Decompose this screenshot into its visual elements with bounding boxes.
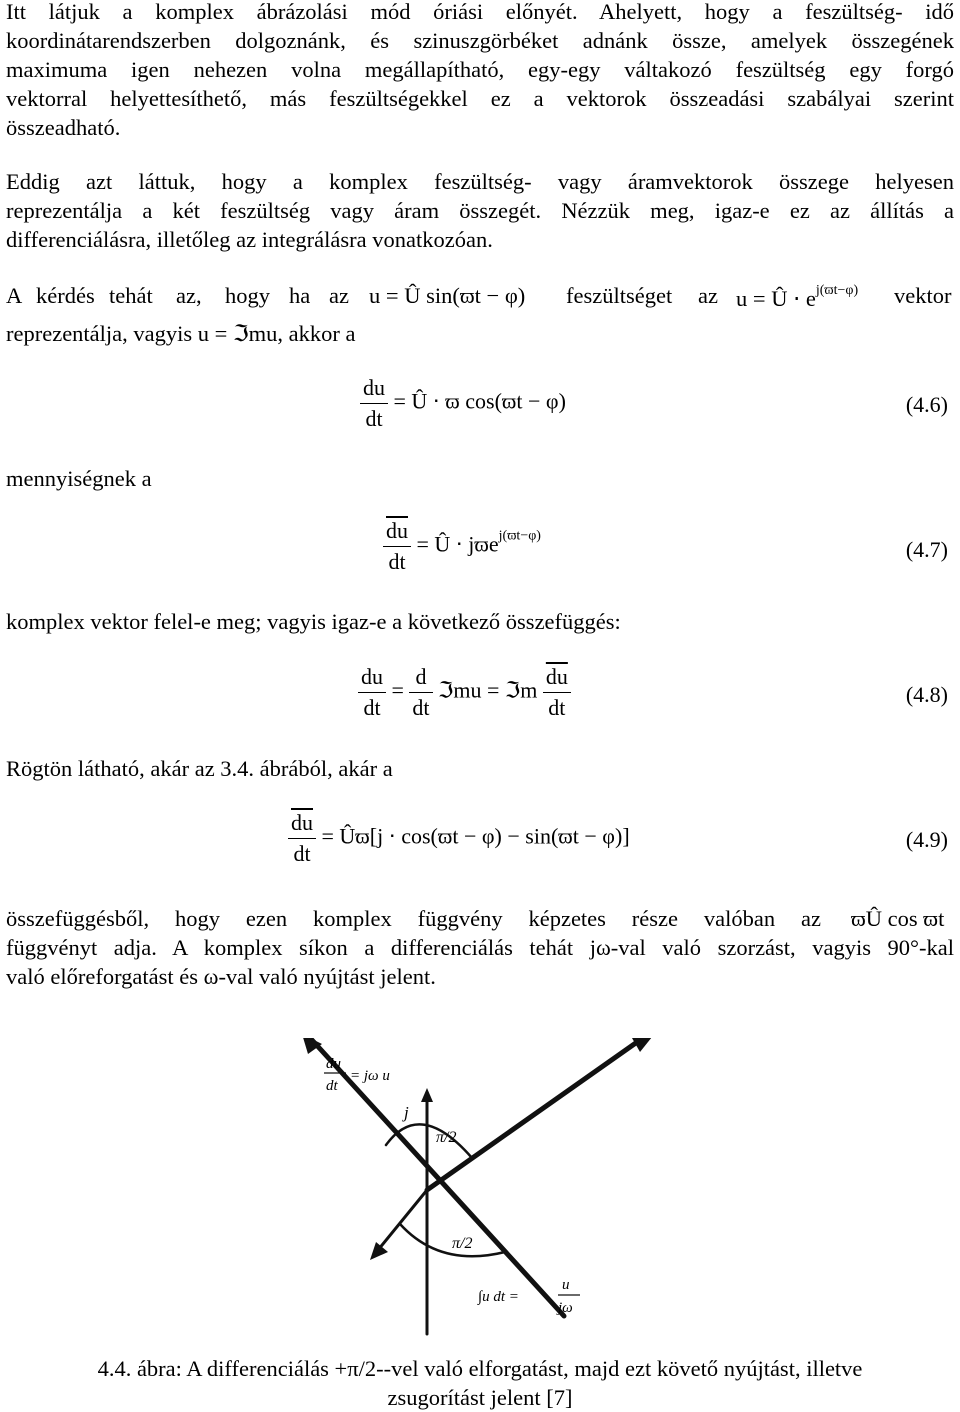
u-vector-line	[427, 1040, 640, 1190]
j-label: j	[404, 1103, 409, 1122]
right-hand-side: = Ûϖ[j ⋅ cos(ϖt − φ) − sin(ϖt − φ)]	[321, 823, 630, 849]
numerator	[543, 664, 571, 693]
text: reprezentálja, vagyis	[6, 321, 193, 346]
top-arrow-head	[302, 1038, 322, 1054]
denominator: dt	[548, 695, 566, 720]
derivative-label-num: du	[326, 1056, 341, 1072]
text-line: differenciálásra, illetőleg az integrálásra vonatkozóan.	[6, 227, 493, 252]
text-line: vektorral helyettesíthető, más feszültségekkel ez a vektorok összeadási szabályai szerint	[6, 86, 954, 111]
vector-formula-base: u = Û ⋅ e	[736, 286, 816, 311]
exponent: j(ϖt−φ)	[498, 528, 541, 544]
caption-line: 4.4. ábra: A differenciálás +π/2--vel való elforgatást, majd ezt követő nyújtást, illetve	[97, 1356, 863, 1381]
middle-term: ℑmu = ℑm	[438, 677, 538, 703]
figure-4-4	[300, 1038, 660, 1354]
numerator-text: $\overline{du}$	[291, 810, 313, 835]
equation-number: (4.6)	[905, 392, 948, 417]
derivative-label-rhs: = jω u	[350, 1068, 390, 1084]
numerator: du	[360, 375, 388, 404]
equation-4-7	[383, 518, 541, 575]
text-line: maximuma igen nehezen volna megállapítható, egy-egy váltakozó feszültség egy forgó	[6, 57, 954, 82]
text-line: koordinátarendszerben dolgoznánk, és szinuszgörbéket adnánk össze, amelyek összegének	[6, 28, 954, 53]
figure-caption	[0, 1354, 960, 1412]
text-line: való előreforgatást és ω-val való nyújtást jelent.	[6, 964, 436, 989]
equation-number: (4.8)	[905, 682, 948, 707]
integral-label-num: u	[562, 1277, 570, 1293]
word: vektor	[894, 283, 952, 308]
text-line: Itt látjuk a komplex ábrázolási mód óriási előnyét. Ahelyett, hogy a feszültség- idő	[6, 0, 954, 24]
fraction	[360, 375, 388, 432]
bottom-arrow-head	[370, 1242, 388, 1260]
equation-4-6	[360, 375, 566, 432]
fraction	[358, 664, 386, 721]
second-paragraph	[6, 167, 954, 254]
word: az	[698, 283, 718, 308]
denominator: dt	[363, 695, 381, 720]
text-line: függvényt adja. A komplex síkon a differenciálás tehát jω-val való szorzást, vagyis 90°-kal	[6, 935, 954, 960]
word: az	[329, 283, 349, 308]
question-line-2	[6, 319, 356, 348]
fraction	[288, 810, 316, 867]
word: kérdés	[36, 283, 95, 308]
equation-4-8	[358, 664, 571, 721]
fraction	[409, 664, 432, 721]
denominator: dt	[412, 695, 430, 720]
numerator-text: $\overline{du}$	[386, 518, 408, 543]
axis-arrow-head	[421, 1088, 433, 1102]
text-line: összeadható.	[6, 115, 121, 140]
text: összefüggésből, hogy ezen komplex függvény képzetes része valóban az	[6, 906, 821, 931]
integral-label-den: jω	[558, 1300, 573, 1316]
caption-line: zsugorítást jelent [7]	[387, 1385, 573, 1410]
word: hogy	[225, 283, 270, 308]
inline-formula: u = ℑmu	[197, 321, 278, 346]
equation-4-9	[288, 810, 630, 867]
right-hand-side: = Û ⋅ jϖe	[416, 531, 499, 557]
right-hand-side: = Û ⋅ ϖ cos(ϖt − φ)	[393, 388, 566, 414]
upper-angle-arc	[386, 1124, 472, 1158]
derivative-label-den: dt	[326, 1078, 338, 1094]
equals: =	[391, 677, 404, 703]
integral-label-lhs: ∫u dt =	[478, 1289, 519, 1305]
denominator: dt	[365, 406, 383, 431]
numerator: du	[358, 664, 386, 693]
numerator: d	[409, 664, 432, 693]
fraction	[543, 664, 571, 721]
denominator: dt	[388, 549, 406, 574]
numerator	[288, 810, 316, 839]
text-line: Rögtön látható, akár az 3.4. ábrából, akár a	[6, 756, 393, 781]
upper-angle-label: π/2	[436, 1129, 457, 1146]
word: A	[6, 283, 23, 308]
equation-number: (4.7)	[905, 537, 948, 562]
voltage-formula: u = Û sin(ϖt − φ)	[369, 283, 526, 308]
word: ha	[289, 283, 311, 308]
vector-formula	[736, 283, 858, 312]
text-line: komplex vektor felel-e meg; vagyis igaz-e a következő összefüggés:	[6, 609, 621, 634]
word: feszültséget	[566, 283, 673, 308]
intro-paragraph	[6, 0, 954, 142]
text-line: reprezentálja a két feszültség vagy áram összegét. Nézzük meg, igaz-e ez az állítás a	[6, 198, 954, 223]
conclusion-line-1	[6, 904, 954, 933]
text: , akkor a	[277, 321, 356, 346]
fraction	[383, 518, 411, 575]
word: az,	[176, 283, 202, 308]
lower-angle-label: π/2	[452, 1235, 473, 1252]
equation-number: (4.9)	[905, 827, 948, 852]
text-line: mennyiségnek a	[6, 466, 152, 491]
numerator-text: $\overline{du}$	[545, 664, 568, 689]
question-line	[6, 283, 954, 317]
vector-formula-exponent: j(ϖt−φ)	[815, 283, 859, 298]
word: tehát	[109, 283, 153, 308]
inline-formula: ϖÛ cos ϖt	[851, 906, 945, 931]
numerator	[383, 518, 411, 547]
denominator: dt	[293, 841, 311, 866]
conclusion-paragraph	[6, 933, 954, 991]
text-line: Eddig azt láttuk, hogy a komplex feszültség- vagy áramvektorok összege helyesen	[6, 169, 954, 194]
